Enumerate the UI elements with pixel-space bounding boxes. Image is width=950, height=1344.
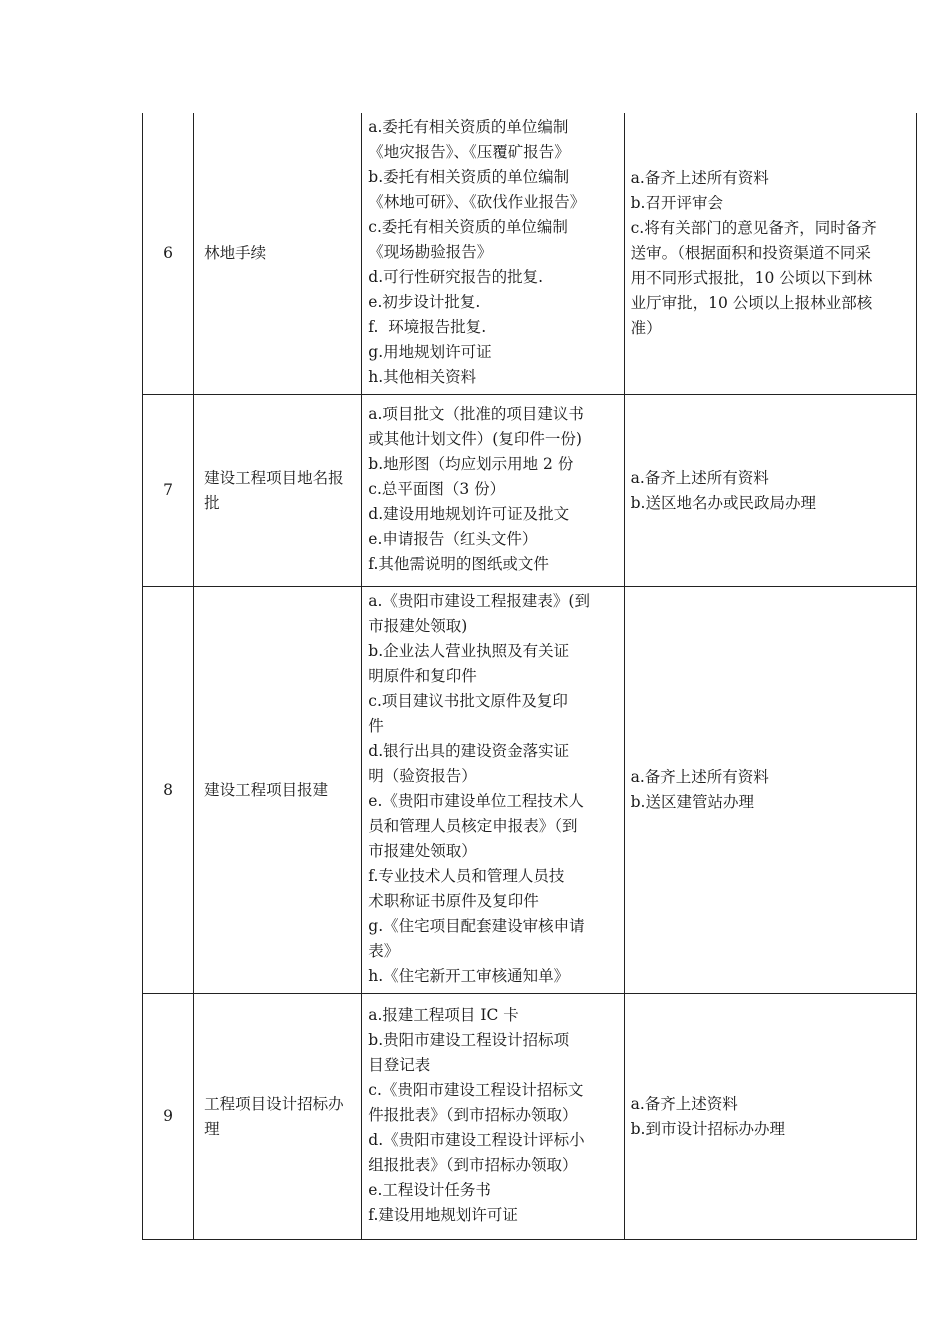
procedure-line: a.备齐上述所有资料 xyxy=(630,768,769,786)
procedure-steps xyxy=(624,994,916,1240)
document-line: g.《住宅项目配套建设审核申请 xyxy=(368,917,585,935)
required-documents xyxy=(362,587,624,994)
document-line: 件报批表》（到市招标办领取） xyxy=(368,1106,578,1124)
item-name: 建设工程项目地名报批 xyxy=(194,395,362,587)
document-line: b.贵阳市建设工程设计招标项 xyxy=(368,1031,570,1049)
document-line: e.《贵阳市建设单位工程技术人 xyxy=(368,792,584,810)
document-line: 表》 xyxy=(368,942,400,960)
document-line: f. 环境报告批复. xyxy=(368,318,487,336)
table-row xyxy=(143,994,917,1240)
document-line: g.用地规划许可证 xyxy=(368,343,492,361)
required-documents xyxy=(362,994,624,1240)
procedure-line: b.到市设计招标办办理 xyxy=(630,1119,785,1138)
document-line: f.专业技术人员和管理人员技 xyxy=(368,867,565,885)
table-row xyxy=(143,587,917,994)
document-line: h.其他相关资料 xyxy=(368,368,477,386)
document-line: 组报批表》（到市招标办领取） xyxy=(368,1156,578,1174)
procedure-table xyxy=(142,113,917,1240)
document-line: 目登记表 xyxy=(368,1056,431,1074)
procedure-line: b.召开评审会 xyxy=(630,194,723,212)
document-line: e.申请报告（红头文件） xyxy=(368,530,538,548)
document-line: d.银行出具的建设资金落实证 xyxy=(368,742,570,760)
procedure-line: 用不同形式报批，10 公顷以下到林 xyxy=(630,269,873,287)
procedure-line: b.送区建管站办理 xyxy=(630,793,754,811)
document-line: e.工程设计任务书 xyxy=(368,1181,491,1199)
document-line: h.《住宅新开工审核通知单》 xyxy=(368,967,570,985)
document-line: b.地形图（均应划示用地 2 份 xyxy=(368,455,574,473)
item-name: 建设工程项目报建 xyxy=(194,587,362,994)
procedure-steps xyxy=(624,587,916,994)
document-line: a.项目批文（批准的项目建议书 xyxy=(368,405,584,423)
procedure-steps xyxy=(624,113,916,395)
document-line: 术职称证书原件及复印件 xyxy=(368,892,539,910)
row-number: 9 xyxy=(143,994,194,1240)
document-line: 明原件和复印件 xyxy=(368,667,477,685)
procedure-line: 业厅审批，10 公顷以上报林业部核 xyxy=(630,294,873,312)
document-line: b.企业法人营业执照及有关证 xyxy=(368,642,570,660)
document-line: f.建设用地规划许可证 xyxy=(368,1206,518,1224)
document-line: a.委托有相关资质的单位编制 xyxy=(368,118,569,136)
document-line: a.报建工程项目 IC 卡 xyxy=(368,1006,519,1024)
document-line: d.建设用地规划许可证及批文 xyxy=(368,505,570,523)
procedure-line: a.备齐上述所有资料 xyxy=(630,169,769,187)
document-line: 市报建处领取） xyxy=(368,842,477,860)
procedure-line: 准） xyxy=(630,319,662,337)
procedure-line: a.备齐上述所有资料 xyxy=(630,468,769,487)
row-number: 7 xyxy=(143,395,194,587)
document-line: b.委托有相关资质的单位编制 xyxy=(368,168,570,186)
item-name: 工程项目设计招标办理 xyxy=(194,994,362,1240)
row-number: 8 xyxy=(143,587,194,994)
document-line: 《地灾报告》、《压覆矿报告》 xyxy=(368,143,570,161)
document-line: 《林地可研》、《砍伐作业报告》 xyxy=(368,193,586,211)
document-line: c.总平面图（3 份） xyxy=(368,480,506,498)
document-line: d.可行性研究报告的批复. xyxy=(368,268,544,286)
required-documents xyxy=(362,395,624,587)
table-row xyxy=(143,113,917,395)
document-line: d.《贵阳市建设工程设计评标小 xyxy=(368,1131,585,1149)
document-line: e.初步设计批复. xyxy=(368,293,481,311)
document-line: 市报建处领取) xyxy=(368,617,468,635)
procedure-line: a.备齐上述资料 xyxy=(630,1094,738,1113)
document-line: 《现场勘验报告》 xyxy=(368,243,493,261)
procedure-line: 送审。（根据面积和投资渠道不同采 xyxy=(630,244,871,262)
document-line: c.《贵阳市建设工程设计招标文 xyxy=(368,1081,584,1099)
document-line: 明（验资报告） xyxy=(368,767,477,785)
table-row xyxy=(143,395,917,587)
document-line: 件 xyxy=(368,717,384,735)
procedure-line: b.送区地名办或民政局办理 xyxy=(630,493,816,512)
document-line: 员和管理人员核定申报表》（到 xyxy=(368,817,578,835)
procedure-line: c.将有关部门的意见备齐，同时备齐 xyxy=(630,219,877,237)
document-line: c.项目建议书批文原件及复印 xyxy=(368,692,568,710)
document-line: f.其他需说明的图纸或文件 xyxy=(368,555,549,573)
document-line: 或其他计划文件）(复印件一份) xyxy=(368,430,582,448)
document-line: c.委托有相关资质的单位编制 xyxy=(368,218,568,236)
row-number: 6 xyxy=(143,113,194,395)
required-documents xyxy=(362,113,624,395)
item-name: 林地手续 xyxy=(194,113,362,395)
document-line: a.《贵阳市建设工程报建表》(到 xyxy=(368,592,590,610)
procedure-steps xyxy=(624,395,916,587)
